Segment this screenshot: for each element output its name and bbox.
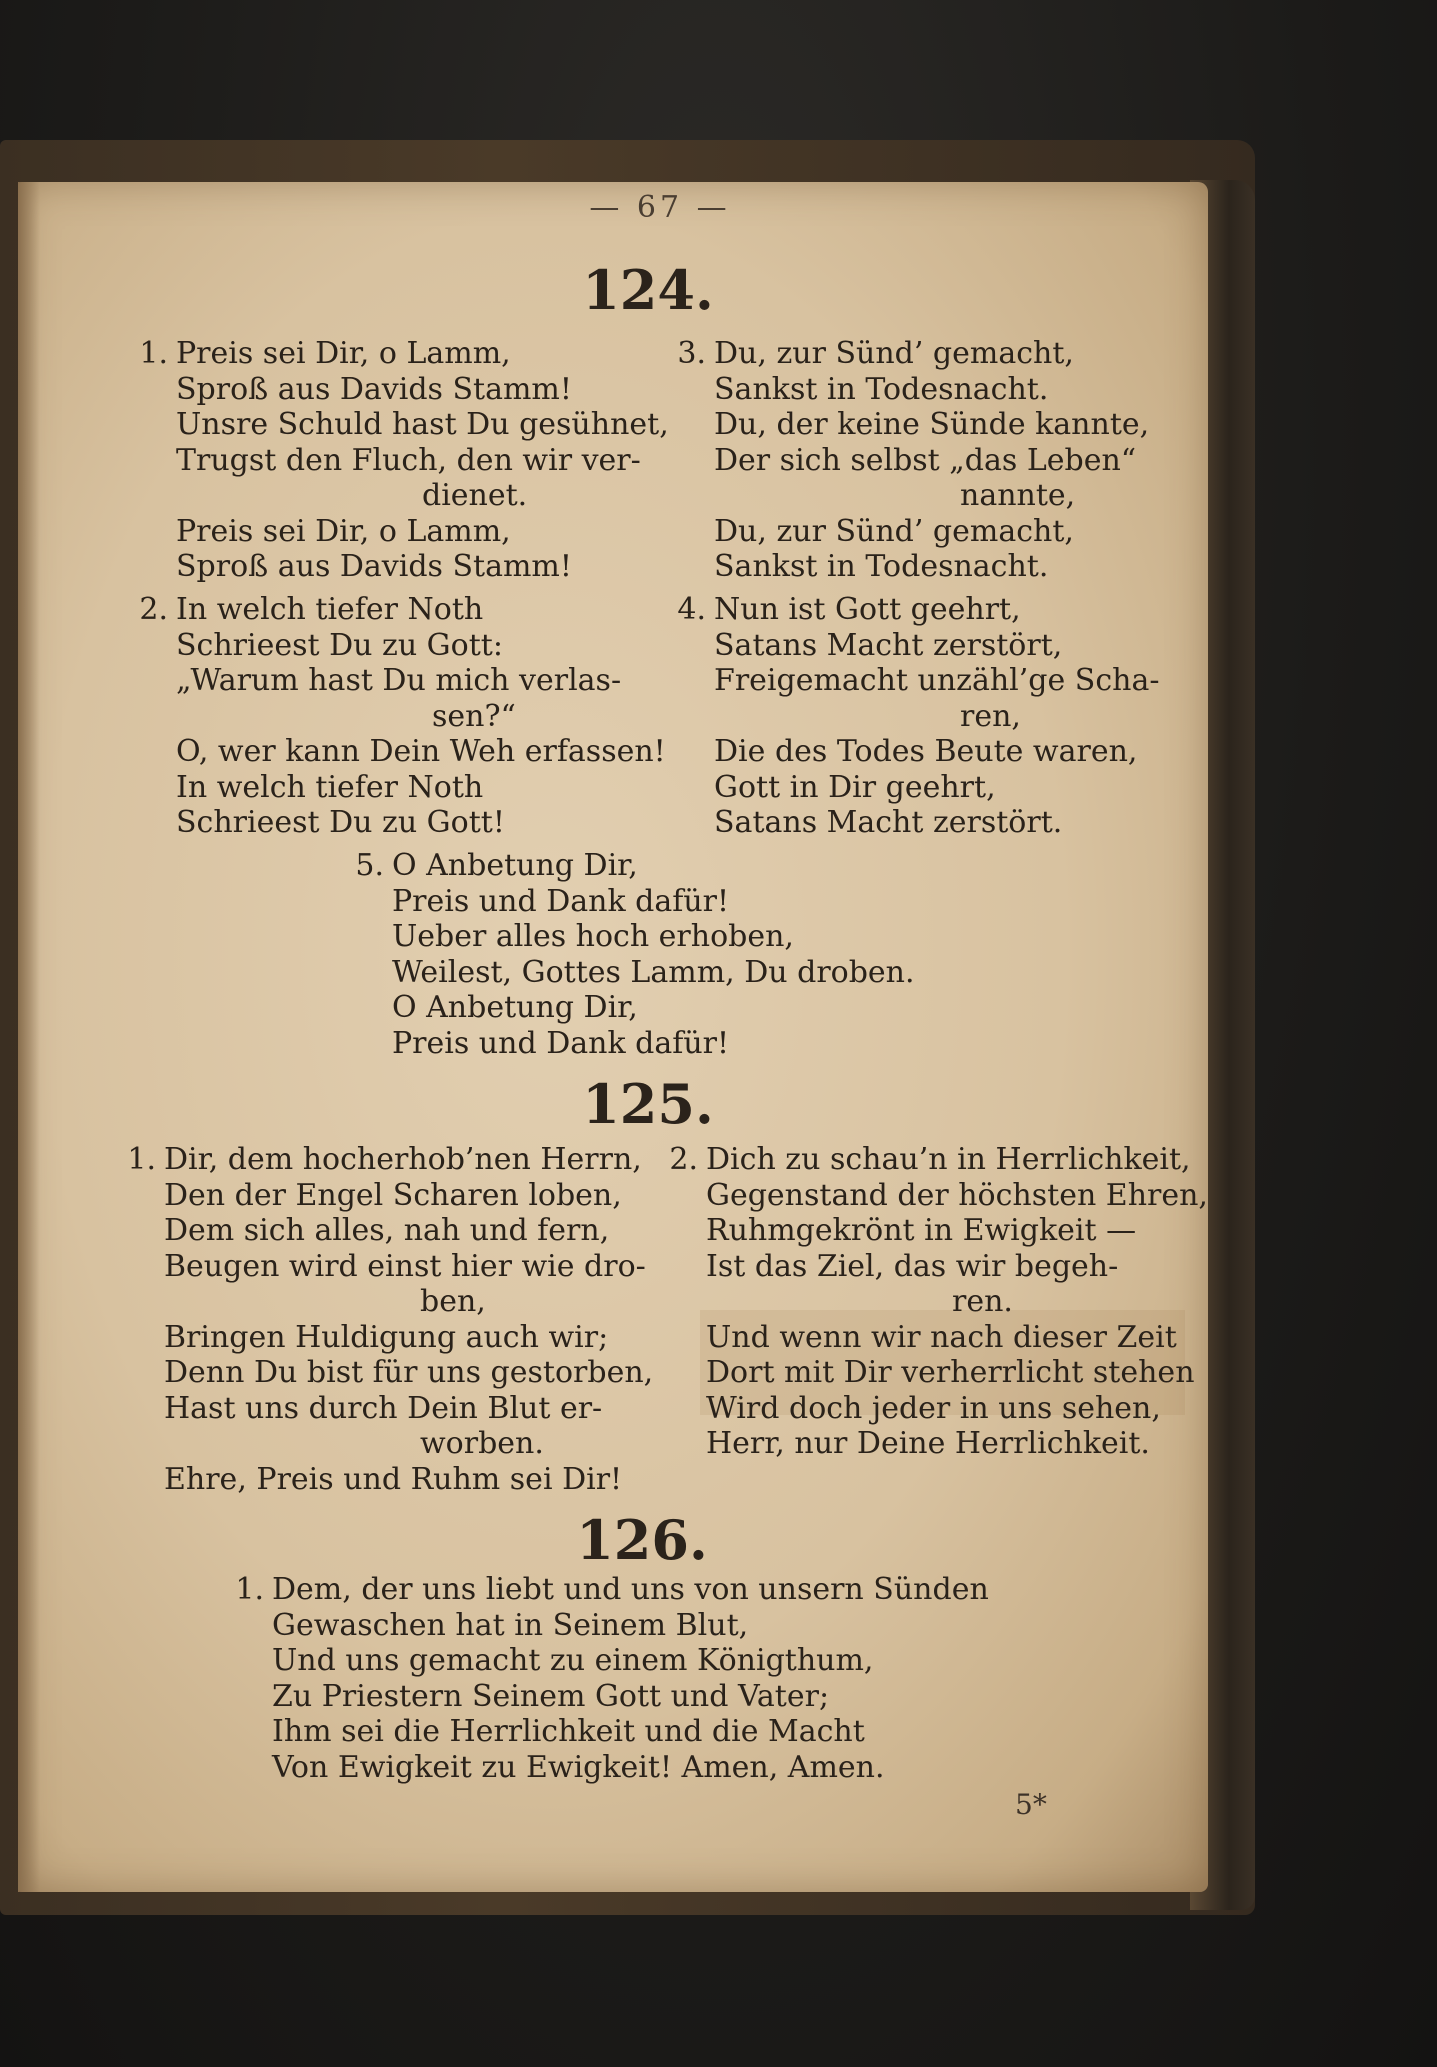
verse-line: Weilest, Gottes Lamm, Du droben. (392, 954, 915, 990)
verse-line: Beugen wird einst hier wie dro- (164, 1248, 646, 1284)
stanza-number: 1. (139, 336, 168, 371)
verse-line: Du, der keine Sünde kannte, (714, 407, 1150, 442)
hymn-number-126: 126. (576, 1508, 708, 1572)
verse-line: „Warum hast Du mich verlas- (176, 663, 622, 698)
verse-line: Gewaschen hat in Seinem Blut, (272, 1607, 749, 1643)
verse-line: Hast uns durch Dein Blut er- (164, 1390, 603, 1426)
verse-line: Den der Engel Scharen loben, (164, 1177, 622, 1213)
stanza-124-3 (670, 336, 1190, 585)
verse-line: Trugst den Fluch, den wir ver- (176, 442, 641, 478)
verse-line: Preis und Dank dafür! (392, 1025, 730, 1061)
verse-line: Dort mit Dir verherrlicht stehen (706, 1355, 1195, 1390)
stanza-number: 4. (677, 592, 706, 627)
verse-line: Der sich selbst „das Leben“ (714, 442, 1137, 478)
verse-line: Unsre Schuld hast Du gesühnet, (176, 407, 669, 442)
verse-line: ren, (960, 698, 1021, 734)
verse-line: nannte, (960, 478, 1076, 513)
stanza-124-5 (348, 848, 948, 1061)
verse-line: Wird doch jeder in uns sehen, (706, 1390, 1161, 1426)
verse-line: Herr, nur Deine Herrlichkeit. (706, 1426, 1150, 1461)
verse-line: Dem sich alles, nah und fern, (164, 1213, 610, 1248)
verse-line: Zu Priestern Seinem Gott und Vater; (272, 1678, 830, 1714)
verse-line: ren. (952, 1284, 1013, 1319)
verse-line: Gegenstand der höchsten Ehren, (706, 1177, 1208, 1213)
stanza-125-1 (120, 1142, 660, 1497)
verse-line: Freigemacht unzähl’ge Scha- (714, 663, 1160, 698)
verse-line: Die des Todes Beute waren, (714, 734, 1138, 769)
verse-line: Ist das Ziel, das wir begeh- (706, 1248, 1119, 1284)
verse-line: O Anbetung Dir, (392, 848, 638, 883)
stanza-number: 2. (669, 1142, 698, 1177)
stanza-124-2 (132, 592, 666, 841)
verse-line: Schrieest Du zu Gott: (176, 627, 503, 663)
verse-line: Du, zur Sünd’ gemacht, (714, 513, 1074, 549)
hymn-number-124: 124. (582, 258, 714, 322)
verse-line: dienet. (422, 478, 528, 513)
verse-line: Nun ist Gott geehrt, (714, 592, 1021, 627)
verse-line: O, wer kann Dein Weh erfassen! (176, 734, 666, 769)
verse-line: Sankst in Todesnacht. (714, 371, 1049, 407)
printer-signature: 5* (1015, 1788, 1047, 1821)
stanza-number: 1. (127, 1142, 156, 1177)
stanza-number: 2. (139, 592, 168, 627)
verse-line: Ihm sei die Herrlichkeit und die Macht (272, 1714, 865, 1749)
verse-line: ben, (420, 1284, 486, 1319)
verse-line: Sproß aus Davids Stamm! (176, 549, 572, 584)
verse-line: Bringen Huldigung auch wir; (164, 1319, 609, 1355)
page-number: — 67 — (589, 190, 731, 225)
verse-line: O Anbetung Dir, (392, 990, 638, 1025)
verse-line: Dem, der uns liebt und uns von unsern Sünden (272, 1572, 989, 1607)
verse-line: Denn Du bist für uns gestorben, (164, 1355, 654, 1390)
verse-line: Von Ewigkeit zu Ewigkeit! Amen, Amen. (272, 1749, 885, 1785)
verse-line: Sankst in Todesnacht. (714, 549, 1049, 584)
stanza-number: 5. (355, 848, 384, 883)
stanza-124-4 (670, 592, 1190, 841)
verse-line: Schrieest Du zu Gott! (176, 805, 505, 840)
hymn-number-125: 125. (582, 1072, 714, 1136)
verse-line: Und wenn wir nach dieser Zeit (706, 1319, 1177, 1355)
verse-line: Gott in Dir geehrt, (714, 769, 996, 805)
verse-line: Dich zu schau’n in Herrlichkeit, (706, 1142, 1191, 1177)
verse-line: Ueber alles hoch erhoben, (392, 919, 794, 954)
verse-line: Preis sei Dir, o Lamm, (176, 513, 511, 549)
verse-line: Sproß aus Davids Stamm! (176, 371, 572, 407)
stanza-124-1 (132, 336, 669, 585)
verse-line: Satans Macht zerstört, (714, 627, 1063, 663)
verse-line: Preis sei Dir, o Lamm, (176, 336, 511, 371)
verse-line: Und uns gemacht zu einem Königthum, (272, 1643, 874, 1678)
verse-line: worben. (420, 1426, 544, 1461)
verse-line: In welch tiefer Noth (176, 592, 484, 627)
verse-line: Ruhmgekrönt in Ewigkeit — (706, 1213, 1137, 1248)
stanza-number: 1. (235, 1572, 264, 1607)
stanza-126-1 (228, 1572, 1088, 1785)
verse-line: Dir, dem hocherhob’nen Herrn, (164, 1142, 642, 1177)
verse-line: sen?“ (432, 698, 516, 734)
verse-line: Preis und Dank dafür! (392, 883, 730, 919)
verse-line: Du, zur Sünd’ gemacht, (714, 336, 1074, 371)
page-gutter (18, 182, 40, 1892)
verse-line: In welch tiefer Noth (176, 769, 484, 805)
stanza-125-2 (662, 1142, 1208, 1462)
verse-line: Satans Macht zerstört. (714, 805, 1063, 840)
verse-line: Ehre, Preis und Ruhm sei Dir! (164, 1461, 623, 1497)
stanza-number: 3. (677, 336, 706, 371)
